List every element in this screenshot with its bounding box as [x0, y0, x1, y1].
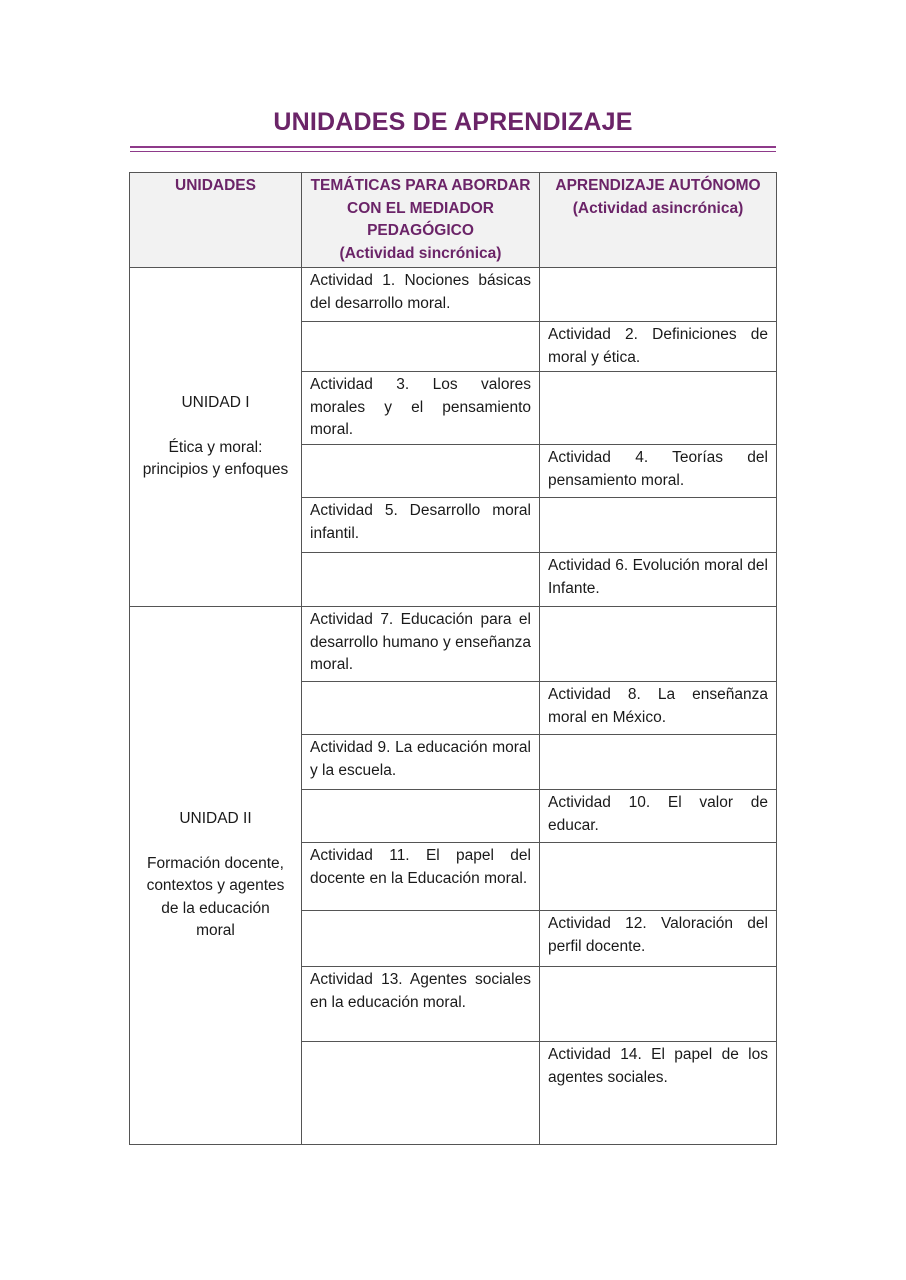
empty-cell	[302, 790, 540, 843]
activity-3: Actividad 3. Los valores morales y el pensamiento moral.	[302, 372, 540, 445]
unit-1-name: Ética y moral: principios y enfoques	[142, 438, 289, 479]
empty-cell	[540, 268, 777, 322]
title-rule-thick	[130, 146, 776, 148]
unit-1-cell	[130, 268, 302, 607]
units-table	[129, 172, 777, 1145]
empty-cell	[302, 445, 540, 498]
empty-cell	[540, 735, 777, 790]
activity-13: Actividad 13. Agentes sociales en la educación moral.	[302, 967, 540, 1042]
activity-11: Actividad 11. El papel del docente en la Educación moral.	[302, 843, 540, 911]
empty-cell	[302, 553, 540, 607]
empty-cell	[540, 372, 777, 445]
activity-7: Actividad 7. Educación para el desarrollo humano y enseñanza moral.	[302, 607, 540, 682]
header-tematicas: TEMÁTICAS PARA ABORDAR CON EL MEDIADOR PEDAGÓGICO (Actividad sincrónica)	[302, 173, 540, 268]
activity-14: Actividad 14. El papel de los agentes sociales.	[540, 1042, 777, 1145]
title-rule-thin	[130, 151, 776, 152]
empty-cell	[540, 843, 777, 911]
header-unidades: UNIDADES	[130, 173, 302, 268]
header-aprendizaje-sub: (Actividad asincrónica)	[572, 199, 744, 217]
activity-4: Actividad 4. Teorías del pensamiento moral.	[540, 445, 777, 498]
empty-cell	[302, 322, 540, 372]
empty-cell	[540, 498, 777, 553]
activity-9: Actividad 9. La educación moral y la escuela.	[302, 735, 540, 790]
table-row	[130, 268, 777, 322]
table-header-row	[130, 173, 777, 268]
activity-2: Actividad 2. Definiciones de moral y ética.	[540, 322, 777, 372]
unit-2-cell	[130, 607, 302, 1145]
table-row	[130, 607, 777, 682]
empty-cell	[302, 682, 540, 735]
activity-10: Actividad 10. El valor de educar.	[540, 790, 777, 843]
unit-2-label: UNIDAD II	[179, 810, 252, 828]
header-aprendizaje: APRENDIZAJE AUTÓNOMO (Actividad asincrónica)	[540, 173, 777, 268]
unit-2-name: Formación docente, contextos y agentes de la educación moral	[146, 854, 285, 940]
activity-12: Actividad 12. Valoración del perfil docente.	[540, 911, 777, 967]
activity-5: Actividad 5. Desarrollo moral infantil.	[302, 498, 540, 553]
activity-8: Actividad 8. La enseñanza moral en México.	[540, 682, 777, 735]
page-title: UNIDADES DE APRENDIZAJE	[273, 108, 633, 136]
activity-6: Actividad 6. Evolución moral del Infante.	[540, 553, 777, 607]
empty-cell	[540, 967, 777, 1042]
header-tematicas-sub: (Actividad sincrónica)	[339, 244, 502, 262]
empty-cell	[302, 1042, 540, 1145]
empty-cell	[302, 911, 540, 967]
empty-cell	[540, 607, 777, 682]
unit-1-label: UNIDAD I	[181, 394, 250, 412]
activity-1: Actividad 1. Nociones básicas del desarrollo moral.	[302, 268, 540, 322]
